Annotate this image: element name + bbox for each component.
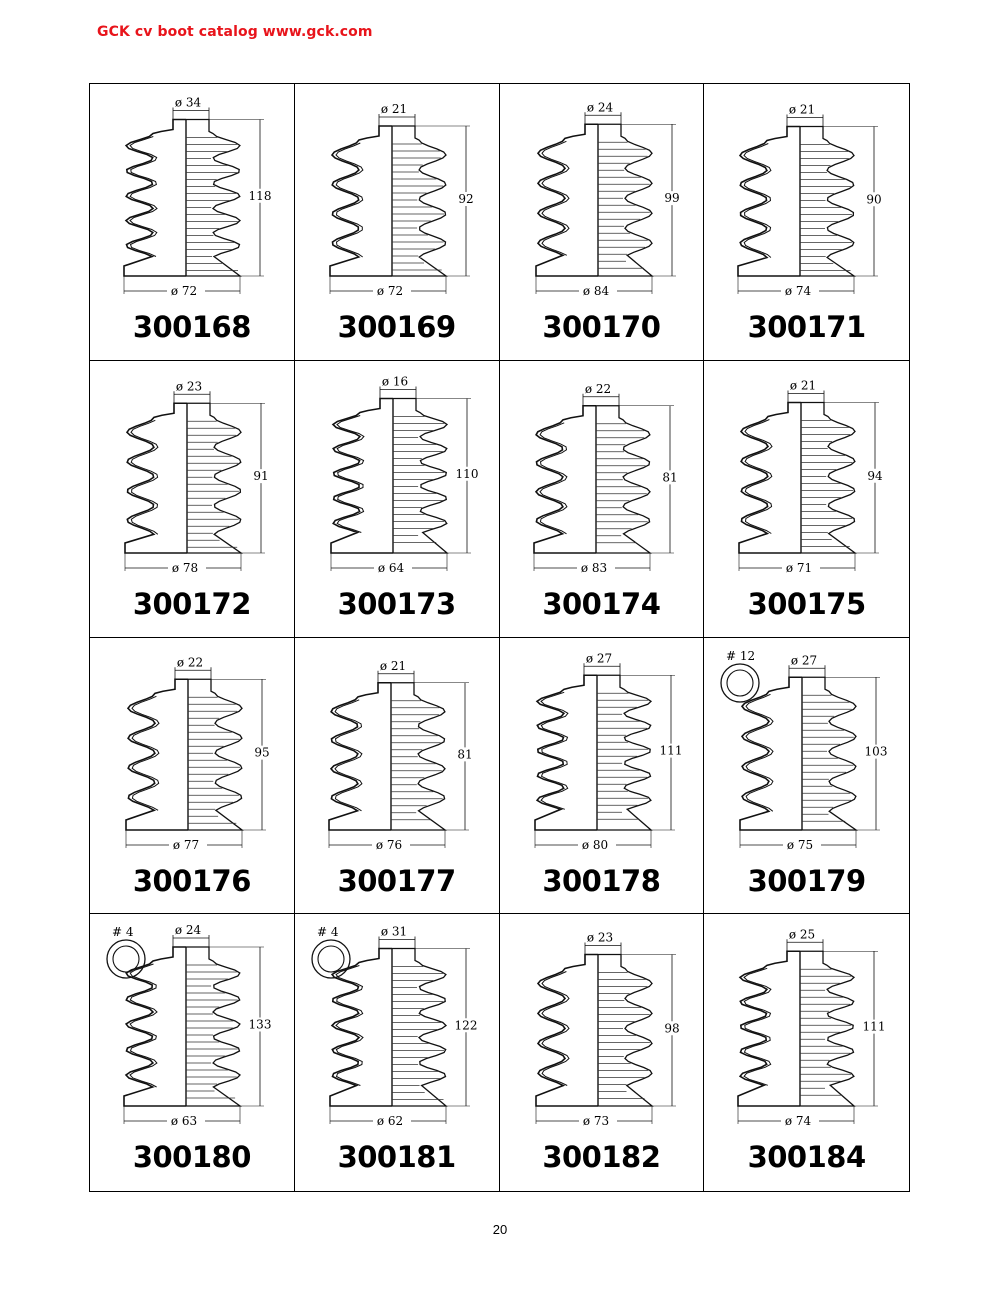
bottom-diameter-label: ø 72 [170,284,198,298]
top-diameter-label: ø 23 [175,379,203,393]
top-diameter-label: ø 25 [789,927,816,942]
boot-drawing [90,361,295,591]
boot-drawing [500,638,705,868]
spline-tag-label: # 4 [112,925,134,940]
part-number: 300168 [132,310,251,344]
top-diameter-label: ø 22 [584,381,611,396]
boot-drawing [500,361,705,591]
boot-drawing [295,914,500,1144]
bottom-diameter-label: ø 76 [375,837,402,852]
boot-outline [187,403,241,553]
page-number: 20 [492,1222,508,1237]
boot-cell [295,914,500,1191]
boot-outline [801,402,855,553]
height-label: 111 [862,1019,886,1034]
boot-cell [704,638,909,915]
boot-drawing [500,84,705,314]
boot-outline [392,949,446,1107]
boot-cell [704,361,909,638]
height-label: 103 [864,744,888,759]
spline-tag-label: # 12 [726,648,756,663]
spline-ring-inner [113,946,139,972]
height-label: 122 [454,1018,478,1033]
bottom-diameter-label: ø 74 [785,284,812,298]
boot-outline [186,947,240,1106]
top-diameter-label: ø 24 [586,100,613,115]
boot-drawing [90,638,295,868]
bottom-diameter-label: ø 71 [786,560,813,575]
boot-cell [704,84,909,361]
boot-profile-inner [130,964,157,1087]
top-diameter-label: ø 31 [380,924,407,939]
height-label: 111 [659,743,682,758]
bottom-diameter-label: ø 75 [787,837,814,852]
top-diameter-label: ø 21 [789,102,816,117]
boot-grid [89,83,910,1192]
height-label: 91 [253,468,269,483]
top-diameter-label: ø 21 [380,102,407,116]
boot-cell [90,638,295,915]
height-label: 81 [661,470,678,485]
height-label: 133 [248,1017,272,1032]
part-number: 300179 [747,863,866,898]
part-number: 300176 [132,863,251,898]
boot-cell [295,361,500,638]
boot-drawing [500,914,705,1144]
top-diameter-label: ø 16 [381,374,408,389]
part-number: 300169 [337,310,456,344]
boot-outline [188,679,242,830]
boot-profile [535,675,597,830]
part-number: 300182 [542,1140,661,1175]
bottom-diameter-label: ø 62 [376,1114,403,1129]
boot-outline [800,127,854,277]
boot-cell [90,84,295,361]
part-number: 300177 [337,863,456,898]
boot-cell [704,914,909,1191]
height-label: 118 [248,188,272,203]
boot-drawing [704,84,909,314]
boot-outline [393,398,447,553]
boot-cell [295,84,500,361]
top-diameter-label: ø 24 [174,923,202,938]
boot-profile [738,952,800,1107]
boot-outline [597,675,651,830]
boot-cell [90,914,295,1191]
bottom-diameter-label: ø 84 [582,284,609,298]
height-label: 92 [458,192,474,206]
boot-cell [500,84,705,361]
part-number: 300178 [542,863,661,898]
boot-outline [186,120,240,277]
part-number: 300171 [747,310,866,344]
height-label: 98 [663,1021,680,1036]
top-diameter-label: ø 21 [790,378,817,393]
spline-ring-inner [727,670,753,696]
top-diameter-label: ø 23 [586,930,613,945]
part-number: 300170 [542,310,661,344]
part-number: 300172 [132,586,251,621]
top-diameter-label: ø 34 [174,95,202,110]
part-number: 300184 [747,1140,866,1175]
boot-cell [295,638,500,915]
boot-outline [598,955,652,1107]
height-label: 81 [457,746,473,761]
part-number: 300181 [337,1140,456,1175]
boot-drawing [295,361,500,591]
bottom-diameter-label: ø 74 [785,1114,812,1129]
bottom-diameter-label: ø 78 [171,560,199,575]
bottom-diameter-label: ø 63 [170,1114,198,1129]
boot-cell [500,638,705,915]
boot-drawing [90,914,295,1144]
boot-cell [90,361,295,638]
height-label: 95 [254,745,270,760]
top-diameter-label: ø 27 [585,650,612,665]
part-number: 300173 [337,586,456,621]
part-number: 300174 [542,586,661,621]
part-number: 300175 [747,586,866,621]
boot-outline [800,952,854,1107]
bottom-diameter-label: ø 64 [377,560,404,575]
boot-cell [500,361,705,638]
part-number: 300180 [132,1140,251,1175]
height-label: 90 [866,192,882,207]
bottom-diameter-label: ø 83 [580,560,607,575]
height-label: 94 [867,468,883,483]
boot-drawing [295,638,500,868]
spline-tag-label: # 4 [316,925,339,940]
boot-drawing [295,84,500,314]
bottom-diameter-label: ø 73 [582,1114,609,1129]
top-diameter-label: ø 21 [379,658,406,673]
bottom-diameter-label: ø 77 [172,837,200,852]
boot-drawing [704,638,909,868]
catalog-header: GCK cv boot catalog www.gck.com [97,24,373,40]
bottom-diameter-label: ø 80 [581,837,608,852]
top-diameter-label: ø 22 [176,654,204,669]
boot-outline [392,126,446,276]
boot-drawing [704,914,909,1144]
spline-ring-inner [318,946,344,972]
boot-cell [500,914,705,1191]
top-diameter-label: ø 27 [791,652,818,667]
boot-drawing [90,84,295,314]
boot-outline [598,124,652,276]
bottom-diameter-label: ø 72 [376,284,403,298]
boot-drawing [704,361,909,591]
height-label: 99 [663,191,680,206]
height-label: 110 [455,466,479,481]
